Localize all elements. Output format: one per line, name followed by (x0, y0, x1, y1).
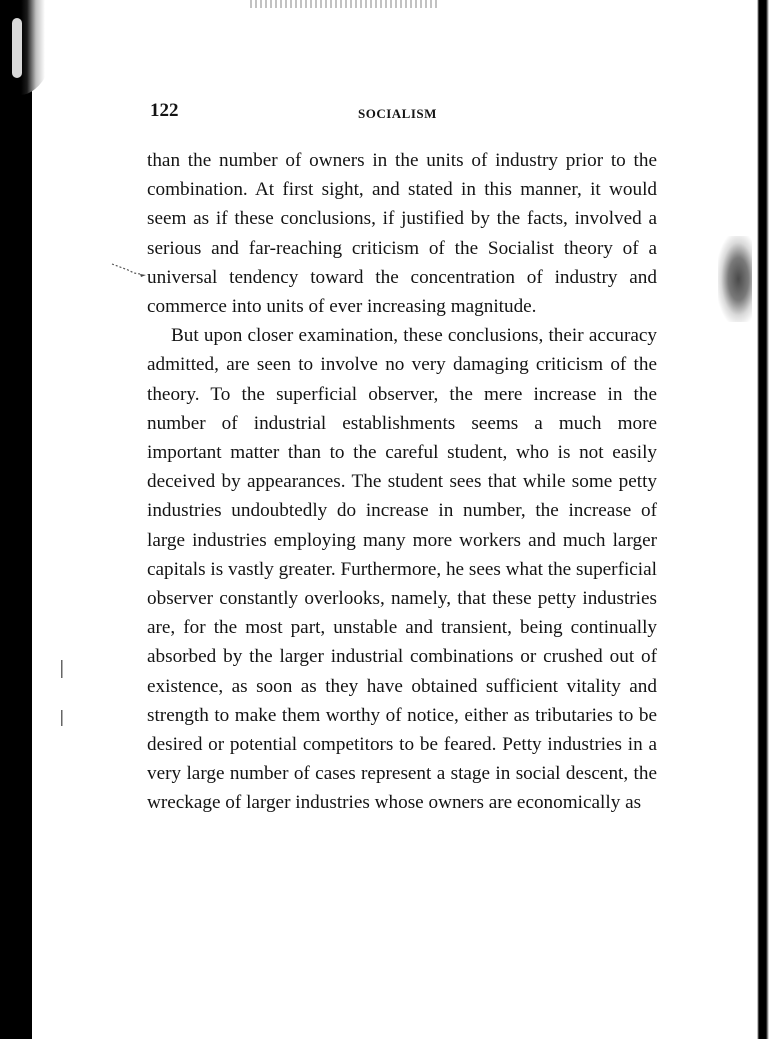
paragraph-continued: than the number of owners in the units of industry prior to the combination. At first sight, and stated in this manner, it would seem as if these conclusions, if justified by the facts, involved a serious and far-reaching criticism of the Socialist theory of a universal tendency toward the concentration of industry and commerce into units of ever increasing magnitude. (147, 150, 657, 318)
scan-smudge (718, 236, 752, 322)
scan-noise (250, 0, 440, 8)
running-head: SOCIALISM (358, 106, 437, 121)
page-header (150, 100, 660, 130)
binding-shadow-top (0, 0, 60, 95)
page-edge-shadow (754, 0, 774, 1039)
scan-edge-ticks (60, 660, 64, 730)
page-number: 122 (150, 100, 179, 121)
binding-shadow (0, 0, 32, 1039)
binding-highlight (12, 18, 22, 78)
margin-pencil-mark (110, 262, 148, 278)
body-text (147, 146, 657, 818)
paragraph: But upon closer examination, these conclusions, their accuracy admitted, are seen to involve no very damaging criticism of the theory. To the superficial observer, the mere increase in the number of industrial establishments seems a much more important matter than to the careful student, who is not easily deceived by appearances. The student sees that while some petty industries undoubtedly do increase in number, the increase of large industries employing many more workers and much larger capitals is vastly greater. Furthermore, he sees what the superficial observer constantly overlooks, namely, that these petty industries are, for the most part, unstable and transient, being continually absorbed by the larger industrial combinations or crushed out of existence, as soon as they have obtained sufficient vitality and strength to make them worthy of notice, either as tributaries to be desired or potential competitors to be feared. Petty industries in a very large number of cases represent a stage in social descent, the wreckage of larger industries whose owners are economically as (147, 325, 657, 814)
